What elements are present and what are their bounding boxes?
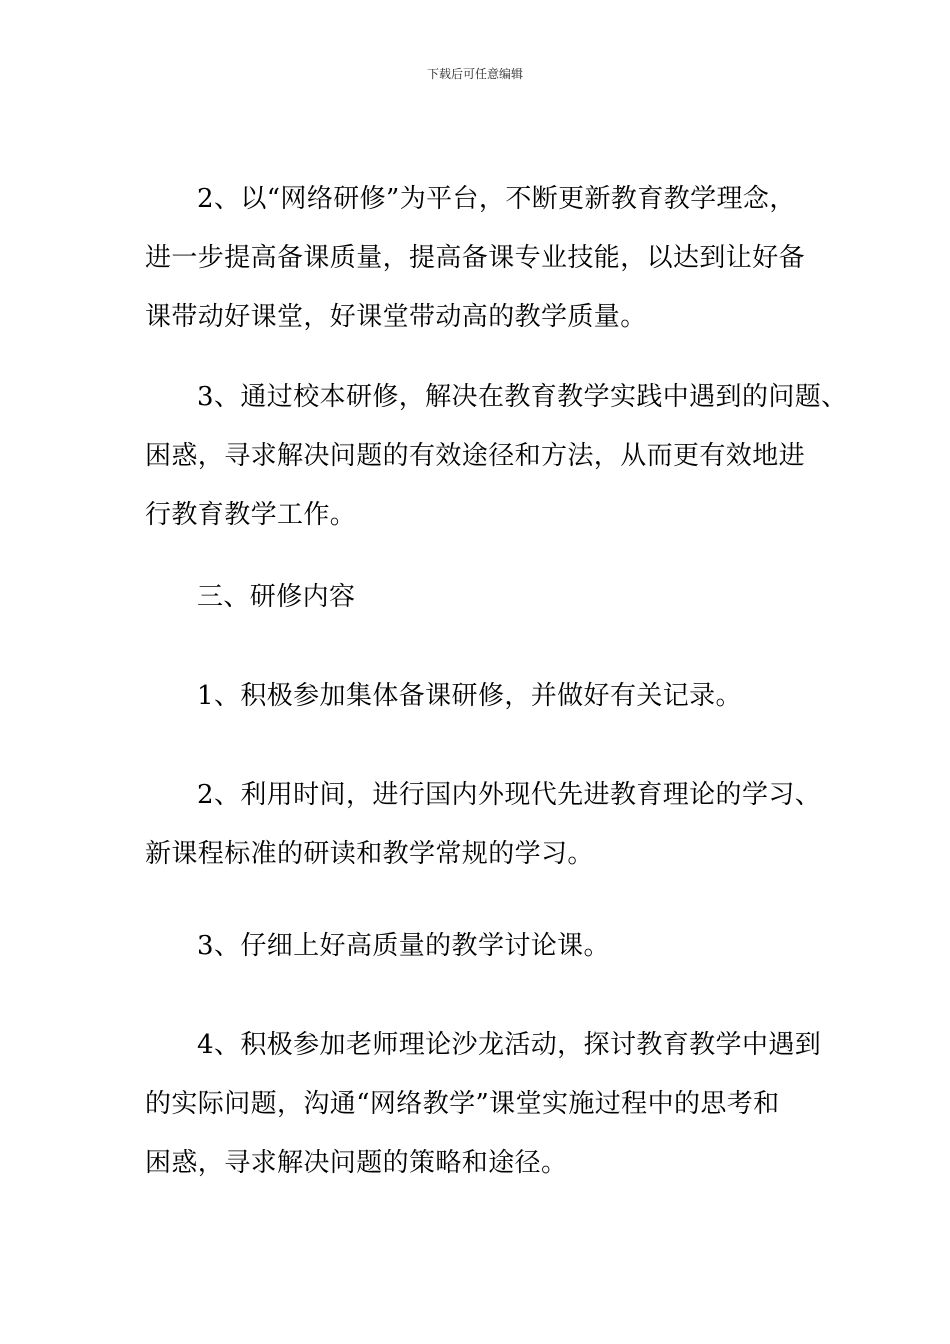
paragraph-line: 3、仔细上好高质量的教学讨论课。 bbox=[197, 931, 610, 961]
paragraph-line: 2、利用时间，进行国内外现代先进教育理论的学习、 bbox=[197, 780, 822, 810]
paragraph-line: 的实际问题，沟通“网络教学”课堂实施过程中的思考和 bbox=[145, 1089, 780, 1119]
paragraph-line: 1、积极参加集体备课研修，并做好有关记录。 bbox=[197, 681, 742, 711]
paragraph-line: 2、以“网络研修”为平台，不断更新教育教学理念， bbox=[197, 184, 796, 214]
paragraph-content-4 bbox=[145, 1016, 835, 1193]
paragraph-line: 行教育教学工作。 bbox=[145, 500, 357, 530]
paragraph-line: 困惑，寻求解决问题的有效途径和方法，从而更有效地进 bbox=[145, 441, 806, 471]
paragraph-content-1 bbox=[145, 667, 835, 726]
paragraph-line: 新课程标准的研读和教学常规的学习。 bbox=[145, 839, 594, 869]
paragraph-line: 4、积极参加老师理论沙龙活动，探讨教育教学中遇到 bbox=[197, 1030, 822, 1060]
paragraph-content-3 bbox=[145, 917, 835, 976]
paragraph-line: 3、通过校本研修，解决在教育教学实践中遇到的问题、 bbox=[197, 382, 848, 412]
paragraph-goal-2 bbox=[145, 170, 835, 347]
paragraph-line: 困惑，寻求解决问题的策略和途径。 bbox=[145, 1148, 568, 1178]
page-header: 下载后可任意编辑 bbox=[426, 67, 523, 81]
section-heading-research-content bbox=[145, 568, 835, 627]
paragraph-line: 进一步提高备课质量，提高备课专业技能，以达到让好备 bbox=[145, 243, 806, 273]
section-heading-text: 三、研修内容 bbox=[197, 582, 356, 612]
paragraph-line: 课带动好课堂，好课堂带动高的教学质量。 bbox=[145, 302, 647, 332]
paragraph-content-2 bbox=[145, 766, 835, 884]
paragraph-goal-3 bbox=[145, 368, 848, 545]
